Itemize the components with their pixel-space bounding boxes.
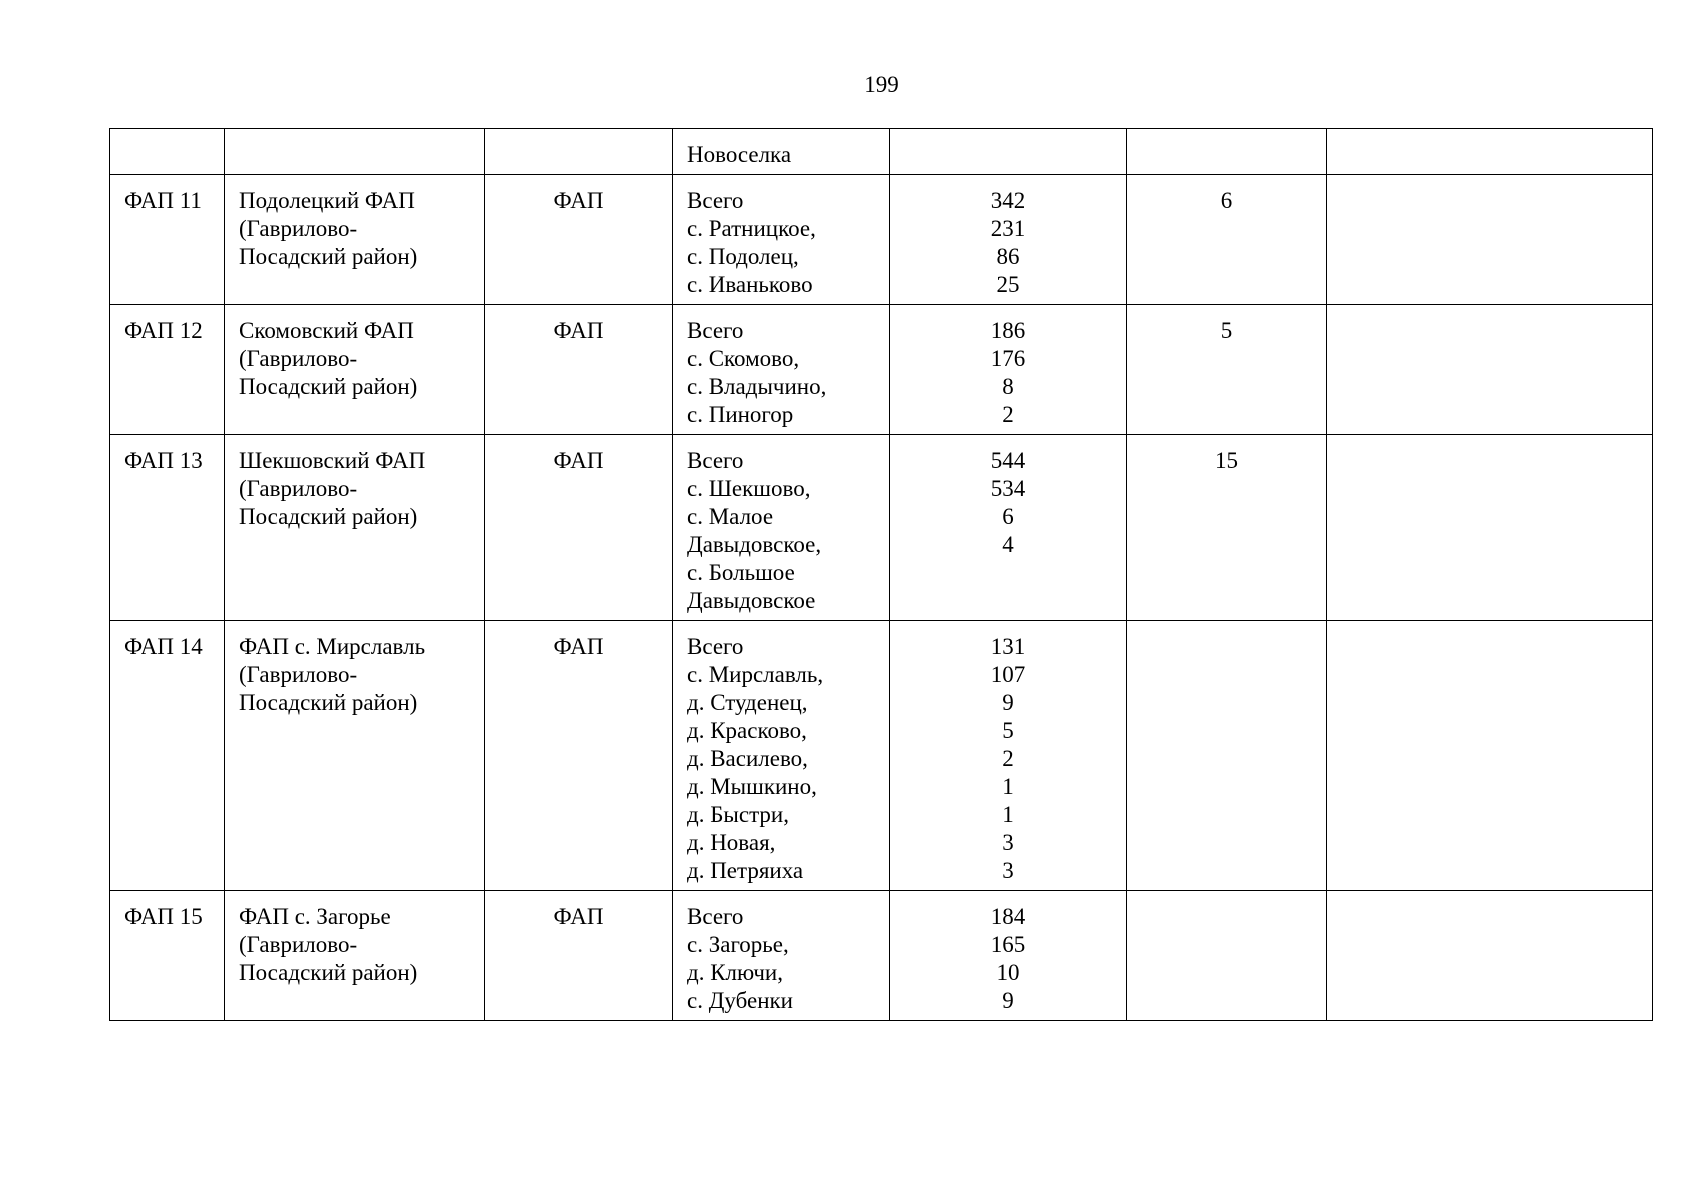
table-row: [110, 435, 1653, 621]
extra-cell: [1127, 891, 1327, 1021]
population-value: 534: [990, 476, 1026, 501]
name-line: Посадский район): [239, 504, 418, 529]
name-line: Скомовский ФАП: [239, 318, 414, 343]
settlement-line: с. Шекшово,: [687, 476, 811, 501]
settlement-line: с. Ратницкое,: [687, 216, 816, 241]
population-value: 184: [990, 904, 1026, 929]
settlement-line: д. Новая,: [687, 830, 776, 855]
name-line: (Гаврилово-: [239, 346, 358, 371]
page-number: 199: [864, 72, 899, 97]
name-line: (Гаврилово-: [239, 216, 358, 241]
settlement-line: с. Дубенки: [687, 988, 793, 1013]
population-value: 3: [1002, 858, 1014, 883]
population-cell: [890, 305, 1127, 435]
population-value: 9: [1002, 690, 1014, 715]
name-line: ФАП с. Загорье: [239, 904, 391, 929]
settlement-line: с. Мирславль,: [687, 662, 824, 687]
settlement-line: Всего: [687, 904, 744, 929]
name-cell: [225, 435, 485, 621]
population-value: 86: [996, 244, 1020, 269]
name-cell: [225, 621, 485, 891]
type-cell: ФАП: [485, 305, 673, 435]
name-cell: [225, 129, 485, 175]
settlement-line: с. Пиногор: [687, 402, 794, 427]
settlement-line: д. Быстри,: [687, 802, 789, 827]
settlement-cell: Новоселка: [673, 129, 890, 175]
name-cell: [225, 891, 485, 1021]
population-value: 342: [990, 188, 1026, 213]
population-value: 5: [1002, 718, 1014, 743]
settlement-cell: [673, 621, 890, 891]
settlement-line: д. Василево,: [687, 746, 808, 771]
type-cell: ФАП: [485, 621, 673, 891]
extra-cell: [1127, 621, 1327, 891]
settlement-line: с. Большое: [687, 560, 795, 585]
settlement-line: Давыдовское,: [687, 532, 822, 557]
extra-cell: 6: [1127, 175, 1327, 305]
population-value: 6: [1002, 504, 1014, 529]
settlement-line: Всего: [687, 188, 744, 213]
settlement-line: д. Петряиха: [687, 858, 804, 883]
population-value: 3: [1002, 830, 1014, 855]
extra-cell: 15: [1127, 435, 1327, 621]
population-value: 1: [1002, 774, 1014, 799]
settlement-line: д. Студенец,: [687, 690, 808, 715]
type-cell: ФАП: [485, 175, 673, 305]
extra-cell: [1127, 129, 1327, 175]
settlement-line: Давыдовское: [687, 588, 816, 613]
table-row: [110, 891, 1653, 1021]
population-value: 1: [1002, 802, 1014, 827]
name-cell: [225, 305, 485, 435]
code-cell: ФАП 13: [110, 435, 225, 621]
code-cell: [110, 129, 225, 175]
name-line: Посадский район): [239, 960, 418, 985]
name-line: (Гаврилово-: [239, 662, 358, 687]
notes-cell: [1327, 175, 1653, 305]
code-cell: ФАП 15: [110, 891, 225, 1021]
settlement-line: с. Малое: [687, 504, 774, 529]
name-line: Подолецкий ФАП: [239, 188, 415, 213]
settlement-line: д. Мышкино,: [687, 774, 817, 799]
population-value: 131: [990, 634, 1026, 659]
table-row: [110, 305, 1653, 435]
population-value: 544: [990, 448, 1026, 473]
population-value: 25: [996, 272, 1020, 297]
settlement-cell: [673, 891, 890, 1021]
facility-table: [109, 128, 1653, 1021]
notes-cell: [1327, 435, 1653, 621]
settlement-cell: [673, 435, 890, 621]
settlement-line: с. Иваньково: [687, 272, 813, 297]
settlement-line: д. Красково,: [687, 718, 807, 743]
population-cell: [890, 891, 1127, 1021]
population-value: 8: [1002, 374, 1014, 399]
population-value: 9: [1002, 988, 1014, 1013]
population-value: 10: [996, 960, 1020, 985]
name-line: Шекшовский ФАП: [239, 448, 426, 473]
settlement-line: с. Скомово,: [687, 346, 800, 371]
population-value: 176: [990, 346, 1026, 371]
notes-cell: [1327, 305, 1653, 435]
population-cell: [890, 621, 1127, 891]
population-cell: [890, 435, 1127, 621]
population-value: 107: [990, 662, 1026, 687]
settlement-line: д. Ключи,: [687, 960, 783, 985]
table-row: [110, 621, 1653, 891]
name-line: (Гаврилово-: [239, 932, 358, 957]
name-line: (Гаврилово-: [239, 476, 358, 501]
settlement-line: с. Подолец,: [687, 244, 799, 269]
code-cell: ФАП 12: [110, 305, 225, 435]
population-value: 2: [1002, 402, 1014, 427]
code-cell: ФАП 11: [110, 175, 225, 305]
name-line: ФАП с. Мирславль: [239, 634, 426, 659]
settlement-line: Всего: [687, 318, 744, 343]
notes-cell: [1327, 891, 1653, 1021]
settlement-line: с. Владычино,: [687, 374, 827, 399]
population-value: 186: [990, 318, 1026, 343]
notes-cell: [1327, 621, 1653, 891]
notes-cell: [1327, 129, 1653, 175]
settlement-line: Всего: [687, 448, 744, 473]
table-row: [110, 175, 1653, 305]
continuation-row: [110, 129, 1653, 175]
population-cell: [890, 175, 1127, 305]
population-value: 2: [1002, 746, 1014, 771]
code-cell: ФАП 14: [110, 621, 225, 891]
name-line: Посадский район): [239, 374, 418, 399]
type-cell: ФАП: [485, 891, 673, 1021]
extra-cell: 5: [1127, 305, 1327, 435]
type-cell: [485, 129, 673, 175]
table-body: [110, 129, 1653, 1021]
population-value: 165: [990, 932, 1026, 957]
settlement-line: Всего: [687, 634, 744, 659]
population-value: 4: [1002, 532, 1014, 557]
settlement-cell: [673, 175, 890, 305]
name-line: Посадский район): [239, 244, 418, 269]
type-cell: ФАП: [485, 435, 673, 621]
population-cell: [890, 129, 1127, 175]
population-value: 231: [990, 216, 1026, 241]
settlement-cell: [673, 305, 890, 435]
settlement-line: с. Загорье,: [687, 932, 789, 957]
name-line: Посадский район): [239, 690, 418, 715]
name-cell: [225, 175, 485, 305]
